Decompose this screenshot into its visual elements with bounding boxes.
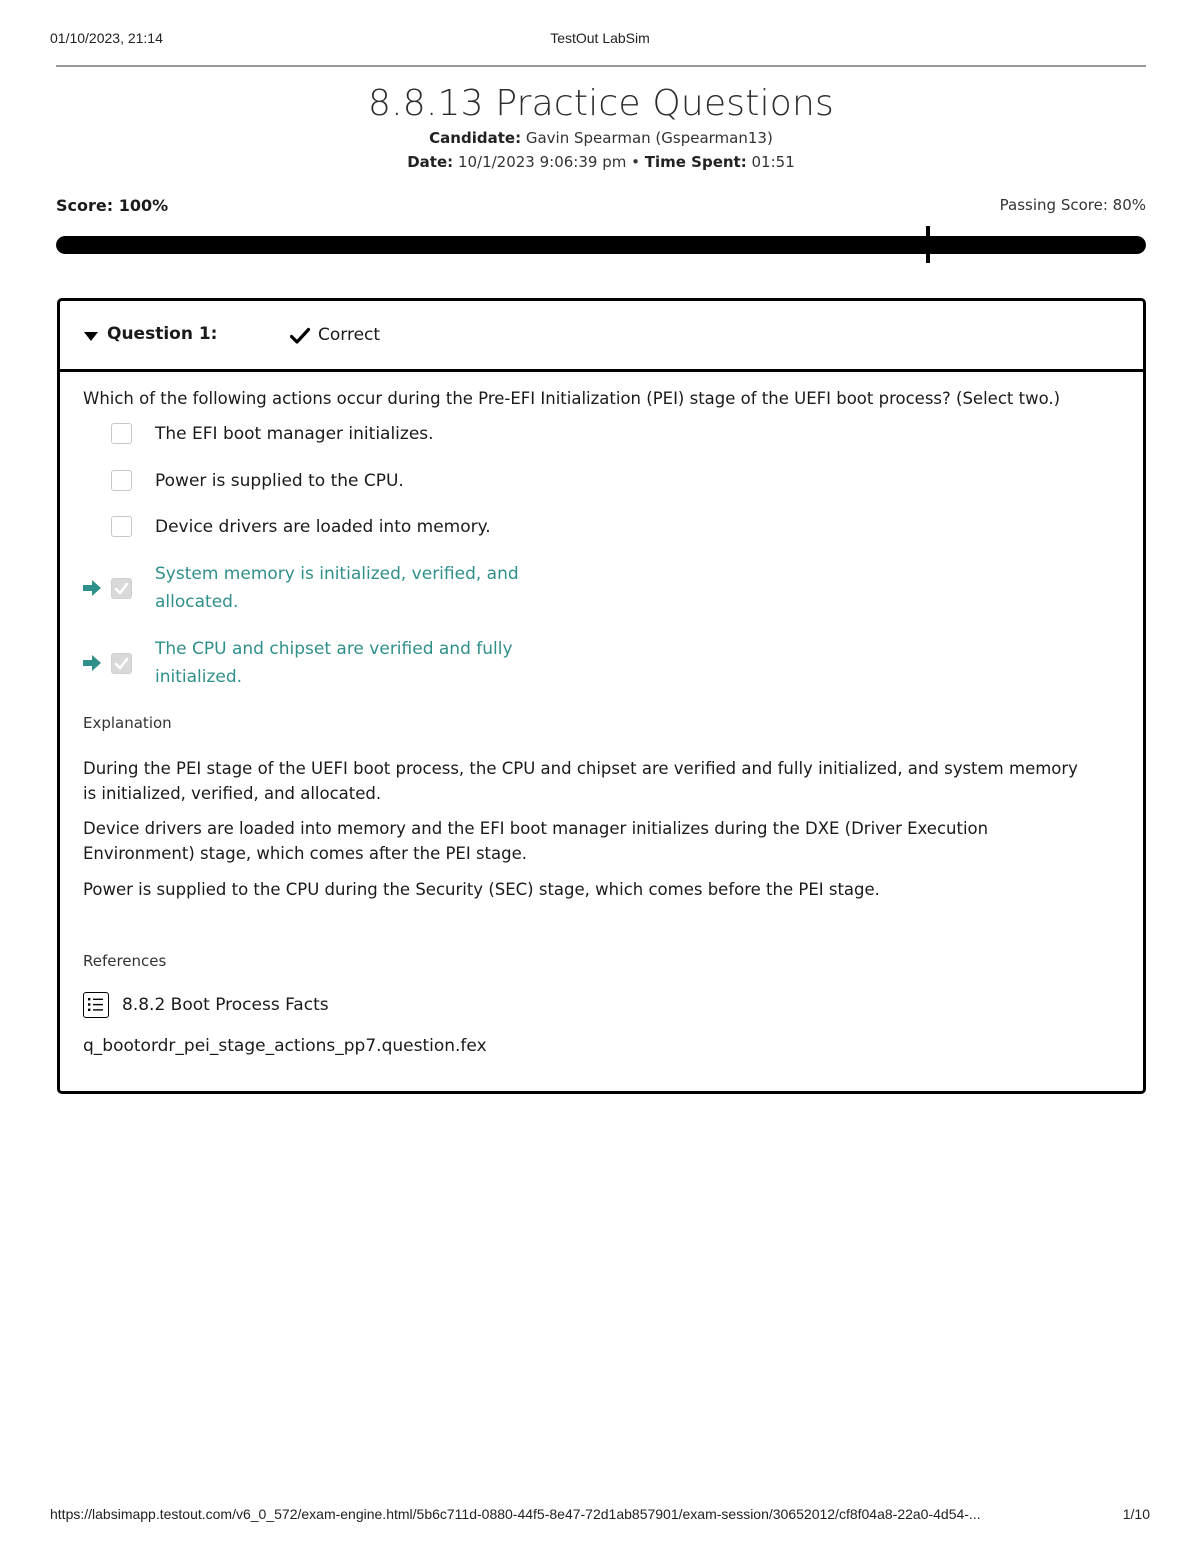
answer-label: System memory is initialized, verified, and allocated. [155,564,519,612]
reference-link[interactable]: 8.8.2 Boot Process Facts [122,995,329,1015]
answer-label: Device drivers are loaded into memory. [155,517,491,537]
date-line [56,150,1146,174]
page-title: 8.8.13 Practice Questions [368,83,834,124]
print-timestamp: 01/10/2023, 21:14 [50,30,163,46]
explanation-paragraph: Power is supplied to the CPU during the Security (SEC) stage, which comes before the PEI stage. [83,880,880,899]
answer-checkbox[interactable] [111,516,132,537]
passing-score-text: Passing Score: 80% [999,196,1146,214]
print-page-number: 1/10 [1122,1506,1150,1522]
answer-label: The CPU and chipset are verified and fully initialized. [155,639,513,687]
candidate-line [56,126,1146,150]
time-spent-value: 01:51 [751,153,795,171]
print-url: https://labsimapp.testout.com/v6_0_572/exam-engine.html/5b6c711d-0880-44f5-8e47-72d1ab857901/exam-session/30652012/cf8f04a8-22a0-4d54-... [50,1506,981,1522]
answer-label: The EFI boot manager initializes. [155,424,434,444]
answer-option-correct[interactable] [83,560,643,620]
print-site-title: TestOut LabSim [550,30,650,46]
explanation-paragraph: Device drivers are loaded into memory and the EFI boot manager initializes during the DXE (Driver Execution Environment) stage, which comes after the PEI stage. [83,819,989,863]
score-progress-bar [56,236,1146,254]
arrow-right-icon [83,655,101,671]
explanation-label: Explanation [83,714,172,732]
list-icon[interactable] [83,992,109,1018]
candidate-value: Gavin Spearman (Gspearman13) [525,129,773,147]
references-label: References [83,952,167,970]
answer-checkbox[interactable] [111,423,132,444]
arrow-right-icon [83,580,101,596]
score-row [56,196,1146,218]
caret-down-icon[interactable] [84,332,98,341]
checkmark-icon [290,327,310,345]
answer-checkbox[interactable] [111,578,132,599]
print-header [50,30,1150,50]
question-prompt: Which of the following actions occur during the Pre-EFI Initialization (PEI) stage of the UEFI boot process? (Select two.) [83,389,1061,408]
answer-option-correct[interactable] [83,635,643,695]
question-card [57,298,1146,1094]
time-spent-label: Time Spent: [644,153,747,171]
date-value: 10/1/2023 9:06:39 pm [457,153,627,171]
question-number: Question 1: [107,324,218,344]
answer-checkbox[interactable] [111,653,132,674]
exam-title-block [56,82,1146,174]
score-progress-fill [56,236,1146,254]
date-label: Date: [407,153,454,171]
passing-score-marker [926,226,930,263]
question-header[interactable] [60,301,1143,372]
header-divider [56,65,1146,67]
checkbox-check-icon [114,656,129,671]
question-file-id: q_bootordr_pei_stage_actions_pp7.question.fex [83,1036,487,1056]
candidate-label: Candidate: [429,129,522,147]
answer-checkbox[interactable] [111,470,132,491]
checkbox-check-icon [114,581,129,596]
score-text: Score: 100% [56,196,169,215]
question-status: Correct [318,325,381,345]
print-footer [50,1506,1150,1526]
answer-label: Power is supplied to the CPU. [155,471,404,491]
meta-separator: • [631,153,640,171]
explanation-paragraph: During the PEI stage of the UEFI boot process, the CPU and chipset are verified and fully initialized, and system memory is initialized, verified, and allocated. [83,759,1078,803]
